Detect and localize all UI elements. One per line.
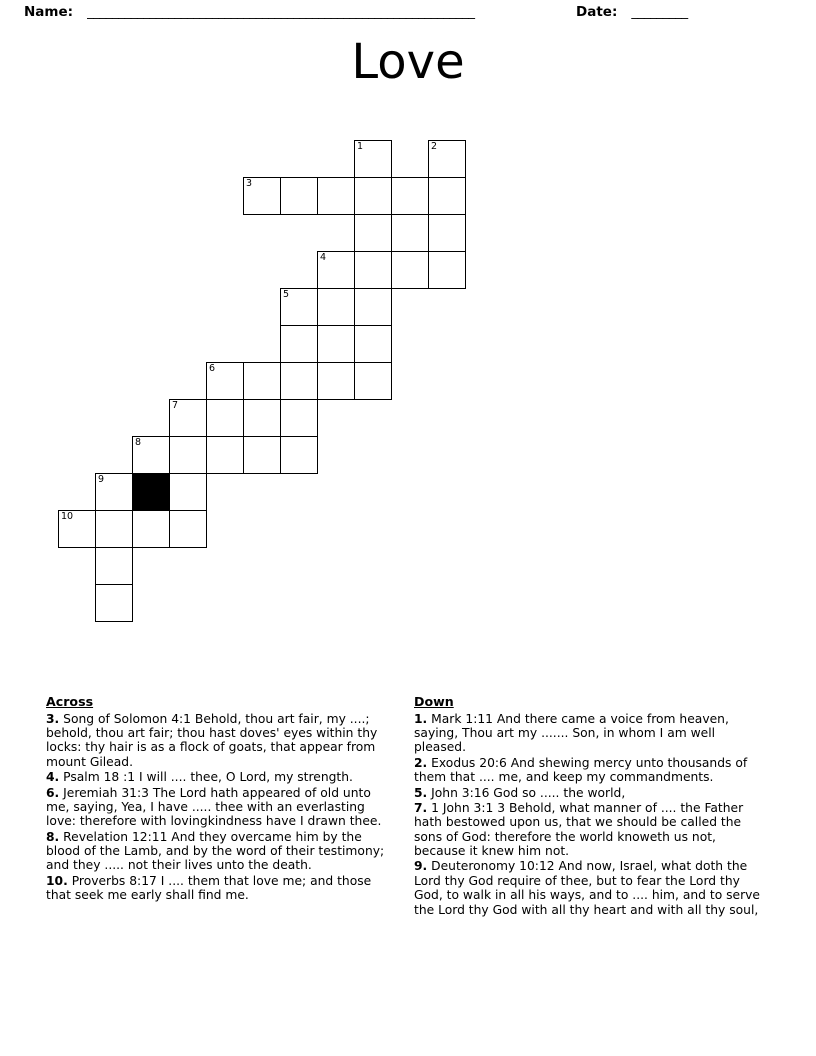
clue-text: Mark 1:11 And there came a voice from heaven, saying, Thou art my ....... Son, in whom I am well pleased.	[414, 711, 729, 755]
cell-number: 9	[98, 474, 105, 485]
crossword-cell[interactable]	[169, 510, 207, 548]
crossword-cell[interactable]	[132, 436, 170, 474]
clue-number: 7.	[414, 800, 428, 815]
crossword-cell[interactable]	[95, 584, 133, 622]
clues-section	[46, 695, 772, 918]
clue-item	[46, 770, 398, 784]
crossword-cell[interactable]	[95, 510, 133, 548]
name-blank-field[interactable]: ______________________________________________________________	[87, 4, 475, 20]
clue-number: 9.	[414, 859, 428, 874]
page-title: Love	[351, 34, 465, 90]
crossword-cell[interactable]	[243, 177, 281, 215]
crossword-cell[interactable]	[317, 362, 355, 400]
clue-number: 2.	[414, 755, 428, 770]
cell-number: 4	[320, 252, 327, 263]
crossword-cell[interactable]	[58, 510, 96, 548]
crossword-cell[interactable]	[169, 436, 207, 474]
cell-number: 6	[209, 363, 216, 374]
crossword-cell[interactable]	[391, 177, 429, 215]
clue-number: 1.	[414, 711, 428, 726]
cell-number: 2	[431, 141, 438, 152]
down-clues-column	[414, 695, 766, 918]
clue-item	[414, 756, 766, 785]
clue-text: Psalm 18 :1 I will .... thee, O Lord, my strength.	[59, 770, 353, 785]
clue-item	[414, 786, 766, 800]
name-label: Name:	[24, 4, 74, 20]
crossword-cell[interactable]	[354, 362, 392, 400]
crossword-cell[interactable]	[428, 140, 466, 178]
crossword-cell[interactable]	[354, 288, 392, 326]
crossword-cell[interactable]	[354, 251, 392, 289]
clue-text: Deuteronomy 10:12 And now, Israel, what doth the Lord thy God require of thee, but to fear the Lord thy God, to walk in all his ways, and to .... him, and to serve the Lord thy God with all thy heart and with all thy soul,	[414, 859, 761, 917]
clue-number: 4.	[46, 770, 60, 785]
crossword-cell[interactable]	[243, 362, 281, 400]
crossword-cell[interactable]	[169, 399, 207, 437]
crossword-cell[interactable]	[280, 177, 318, 215]
clue-text: Jeremiah 31:3 The Lord hath appeared of old unto me, saying, Yea, I have ..... thee with an everlasting love: therefore with lovingkindness have I drawn thee.	[46, 785, 382, 829]
clue-item	[414, 712, 766, 755]
clue-text: 1 John 3:1 3 Behold, what manner of .... the Father hath bestowed upon us, that we should be called the sons of God: therefore the world knoweth us not, because it knew him not.	[414, 800, 744, 859]
across-clue-list	[46, 712, 398, 903]
clue-item	[46, 712, 398, 770]
crossword-cell[interactable]	[428, 251, 466, 289]
crossword-cell[interactable]	[169, 473, 207, 511]
down-heading: Down	[414, 694, 454, 709]
across-clues-column	[46, 695, 398, 918]
clue-text: Exodus 20:6 And shewing mercy unto thousands of them that .... me, and keep my commandments.	[414, 755, 748, 785]
clue-item	[414, 801, 766, 859]
cell-number: 1	[357, 141, 364, 152]
clue-text: Song of Solomon 4:1 Behold, thou art fair, my ....; behold, thou art fair; thou hast doves' eyes within thy locks: thy hair is as a flock of goats, that appear from mount Gilead.	[46, 711, 378, 769]
crossword-cell[interactable]	[243, 399, 281, 437]
crossword-cell[interactable]	[206, 436, 244, 474]
crossword-cell[interactable]	[95, 473, 133, 511]
crossword-cell[interactable]	[206, 399, 244, 437]
clue-item	[46, 786, 398, 829]
cell-number: 3	[246, 178, 253, 189]
crossword-grid-container	[0, 140, 816, 670]
crossword-grid[interactable]	[58, 140, 758, 660]
crossword-cell[interactable]	[428, 214, 466, 252]
clue-item	[46, 830, 398, 873]
crossword-cell[interactable]	[428, 177, 466, 215]
clue-item	[46, 874, 398, 903]
crossword-block	[132, 473, 170, 511]
clue-number: 3.	[46, 711, 60, 726]
crossword-cell[interactable]	[317, 288, 355, 326]
cell-number: 10	[61, 511, 74, 522]
crossword-cell[interactable]	[243, 436, 281, 474]
across-heading: Across	[46, 694, 94, 709]
clue-number: 5.	[414, 785, 428, 800]
crossword-cell[interactable]	[132, 510, 170, 548]
cell-number: 5	[283, 289, 290, 300]
clue-number: 10.	[46, 873, 68, 888]
crossword-cell[interactable]	[354, 214, 392, 252]
crossword-cell[interactable]	[391, 251, 429, 289]
cell-number: 7	[172, 400, 179, 411]
crossword-cell[interactable]	[280, 399, 318, 437]
name-date-line	[24, 4, 792, 20]
crossword-cell[interactable]	[354, 325, 392, 363]
clue-text: Proverbs 8:17 I .... them that love me; and those that seek me early shall find me.	[46, 873, 372, 903]
clue-number: 8.	[46, 829, 60, 844]
crossword-cell[interactable]	[280, 288, 318, 326]
date-label: Date:	[576, 4, 618, 20]
cell-number: 8	[135, 437, 142, 448]
down-clue-list	[414, 712, 766, 917]
crossword-cell[interactable]	[354, 140, 392, 178]
clue-number: 6.	[46, 785, 60, 800]
crossword-cell[interactable]	[317, 177, 355, 215]
crossword-cell[interactable]	[206, 362, 244, 400]
clue-text: John 3:16 God so ..... the world,	[427, 785, 626, 800]
crossword-cell[interactable]	[280, 325, 318, 363]
crossword-cell[interactable]	[280, 436, 318, 474]
crossword-cell[interactable]	[354, 177, 392, 215]
crossword-cell[interactable]	[317, 251, 355, 289]
crossword-cell[interactable]	[280, 362, 318, 400]
crossword-cell[interactable]	[95, 547, 133, 585]
date-blank-field[interactable]: _________	[631, 4, 688, 20]
clue-item	[414, 859, 766, 917]
clue-text: Revelation 12:11 And they overcame him by the blood of the Lamb, and by the word of their testimony; and they ..... not their lives unto the death.	[46, 829, 385, 873]
crossword-cell[interactable]	[317, 325, 355, 363]
